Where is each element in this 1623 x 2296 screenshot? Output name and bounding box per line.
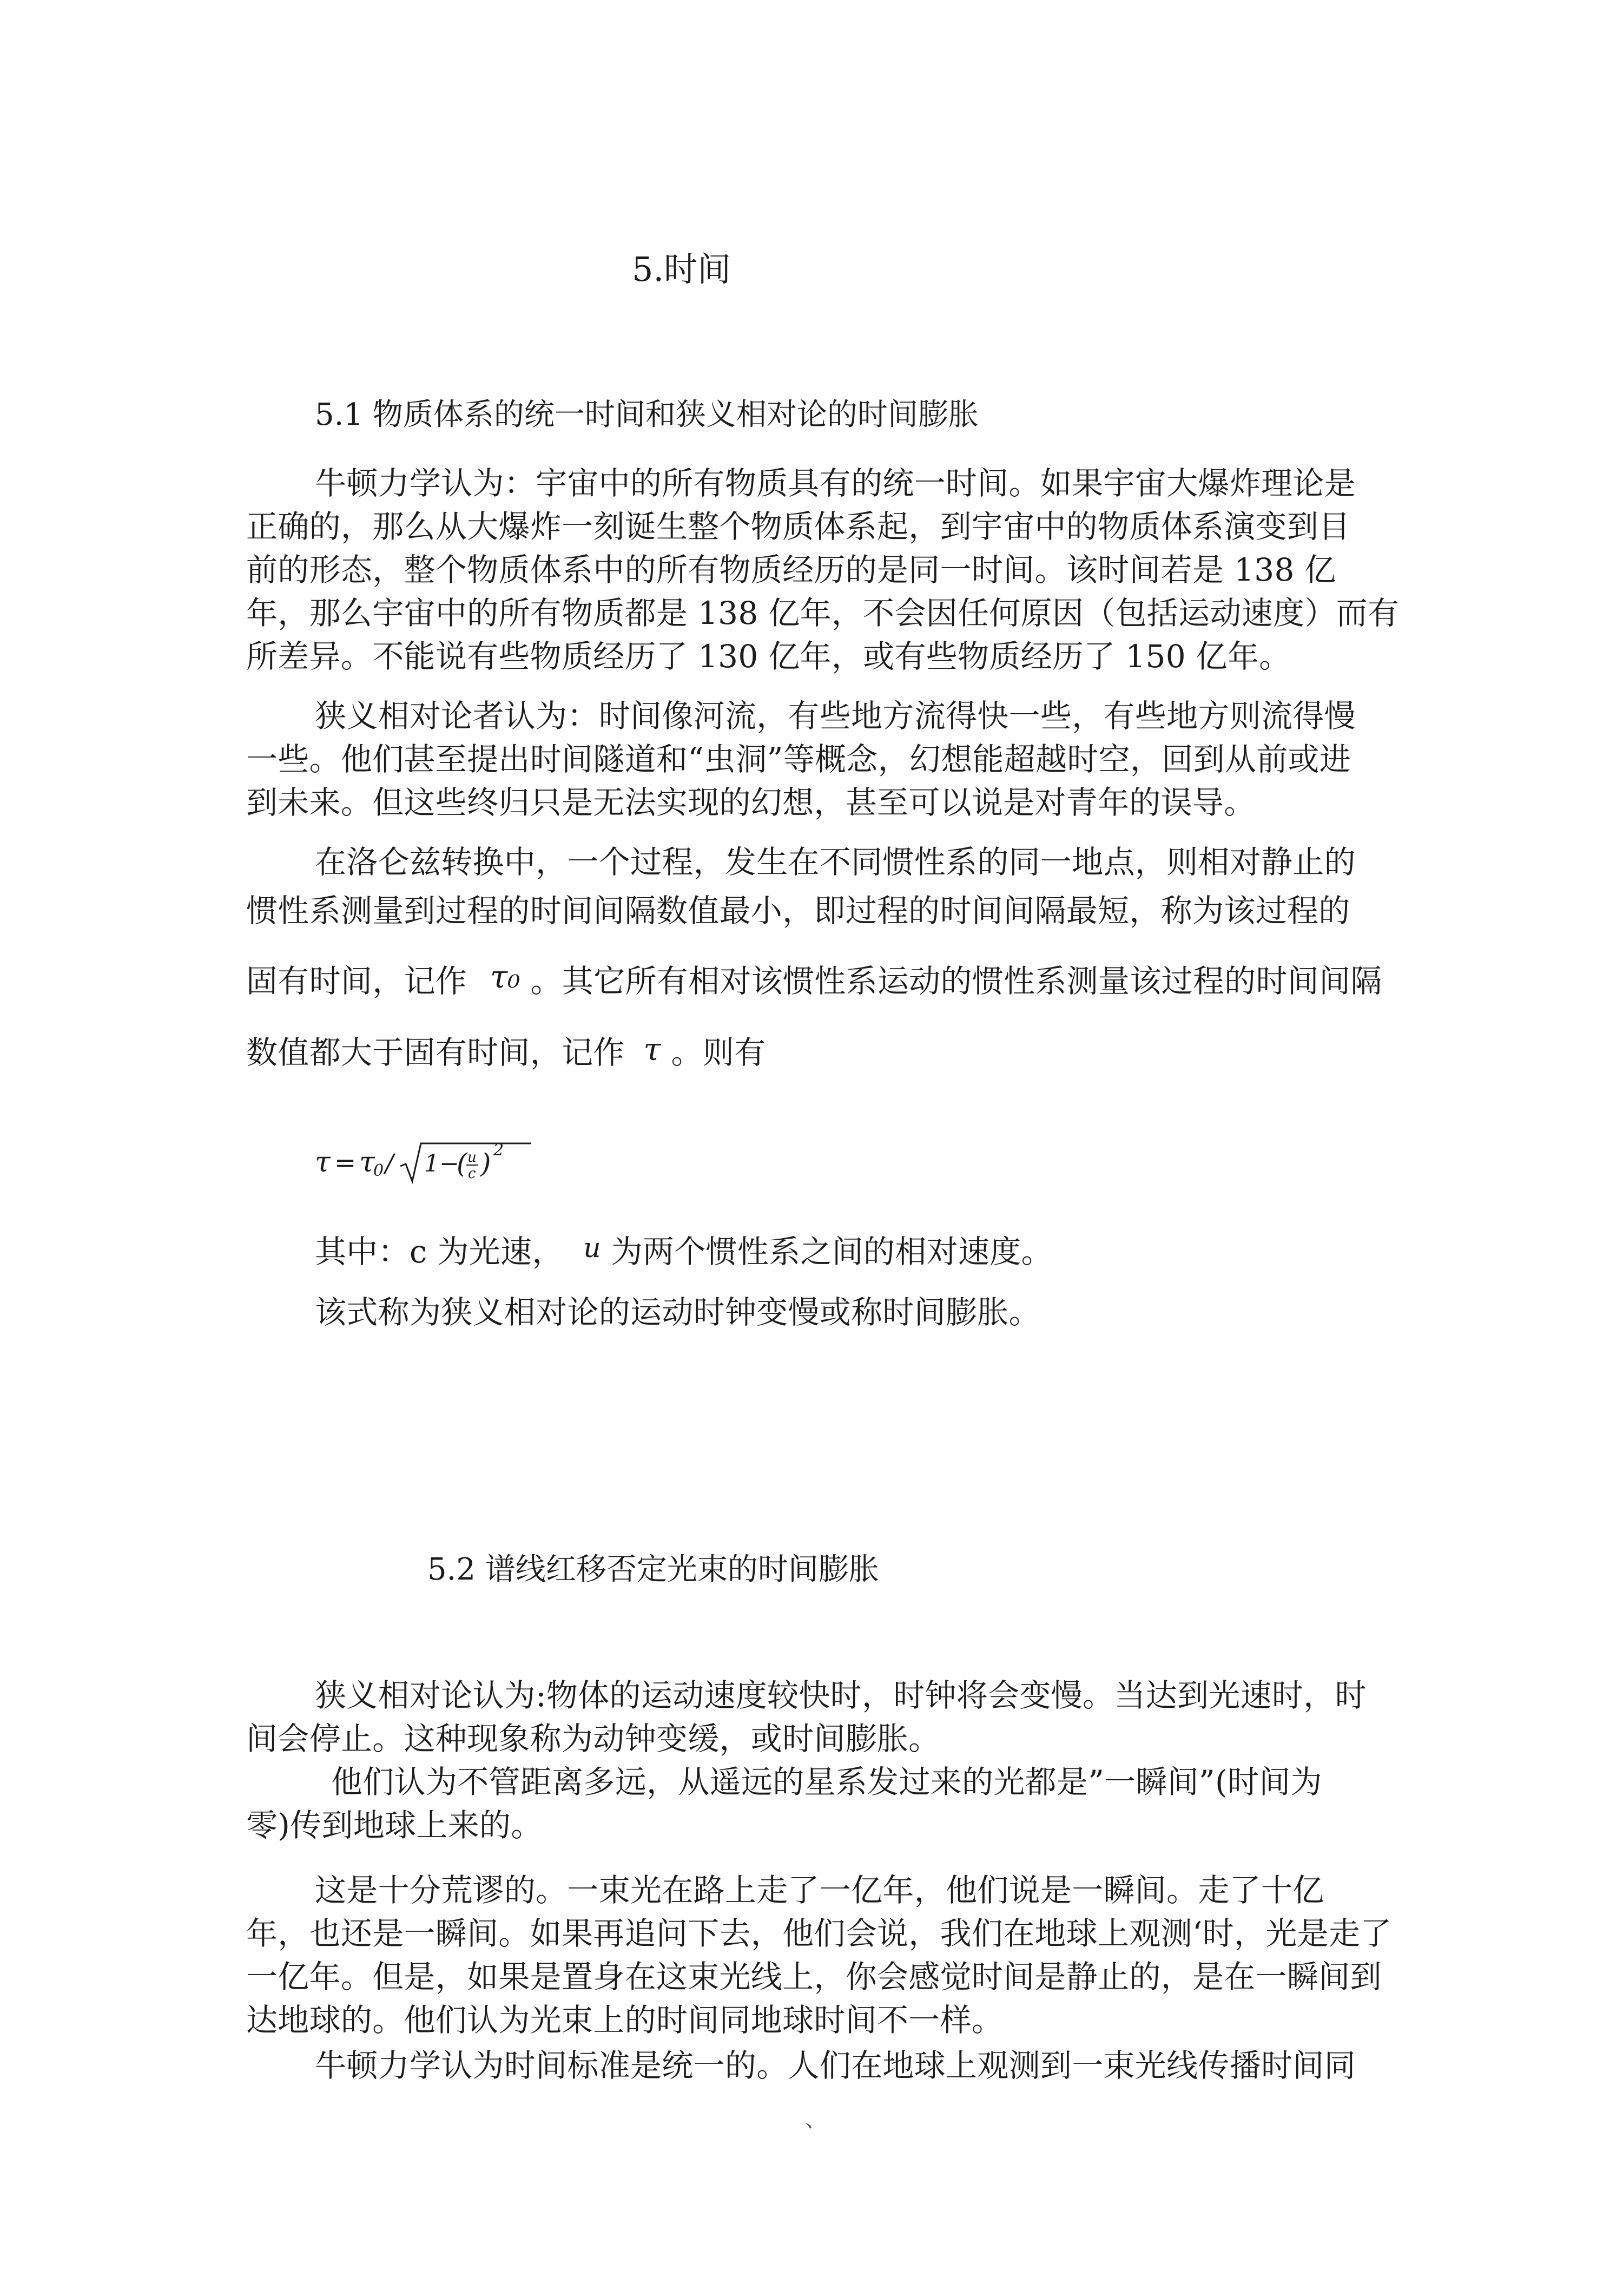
paragraph-line: 年，也还是一瞬间。如果再追问下去，他们会说，我们在地球上观测‘时，光是走了 (246, 1915, 1392, 1952)
paragraph-line: 狭义相对论者认为：时间像河流，有些地方流得快一些，有些地方则流得慢 (315, 698, 1356, 734)
svg-text:−: − (439, 1150, 459, 1177)
paragraph-line: 前的形态，整个物质体系中的所有物质经历的是同一时间。该时间若是 138 亿 (246, 551, 1336, 588)
paragraph-line: 该式称为狭义相对论的运动时钟变慢或称时间膨胀。 (315, 1294, 1040, 1331)
paragraph-line: 牛顿力学认为时间标准是统一的。人们在地球上观测到一束光线传播时间同 (315, 2047, 1356, 2084)
paragraph-text: 其中：c 为光速， (315, 1233, 564, 1270)
paragraph-line: 所差异。不能说有些物质经历了 130 亿年，或有些物质经历了 150 亿年。 (246, 638, 1291, 675)
definition-line (315, 1226, 1053, 1272)
tau-symbol: τ (643, 1031, 661, 1068)
paragraph-line: 到未来。但这些终归只是无法实现的幻想，甚至可以说是对青年的误导。 (246, 784, 1256, 821)
section-heading-5-1: 5.1 物质体系的统一时间和狭义相对论的时间膨胀 (315, 397, 979, 432)
paragraph-text: 固有时间，记作 (246, 963, 467, 999)
paragraph-line: 牛顿力学认为：宇宙中的所有物质具有的统一时间。如果宇宙大爆炸理论是 (315, 465, 1356, 502)
paragraph-line: 他们认为不管距离多远，从遥远的星系发过来的光都是”一瞬间”(时间为 (331, 1764, 1322, 1800)
page-footer-mark: 、 (805, 2107, 827, 2132)
svg-text:1: 1 (424, 1150, 439, 1177)
svg-text:=: = (334, 1148, 357, 1178)
page-title: 5.时间 (632, 249, 731, 289)
svg-text:τ: τ (315, 1146, 331, 1179)
tau-zero-symbol: τ₀ (490, 958, 520, 995)
paragraph-line: 零)传到地球上来的。 (246, 1807, 543, 1844)
paragraph-line-with-symbol (246, 956, 1382, 1001)
paragraph-line: 间会停止。这种现象称为动钟变缓，或时间膨胀。 (246, 1720, 940, 1757)
svg-text:/: / (385, 1148, 394, 1177)
svg-text:c: c (468, 1166, 476, 1182)
paragraph-line: 一些。他们甚至提出时间隧道和“虫洞”等概念，幻想能超越时空，回到从前或进 (246, 741, 1351, 778)
paragraph-line: 惯性系测量到过程的时间间隔数值最小，即过程的时间间隔最短，称为该过程的 (246, 892, 1350, 929)
paragraph-line: 年，那么宇宙中的所有物质都是 138 亿年，不会因任何原因（包括运动速度）而有 (246, 595, 1400, 631)
paragraph-line: 这是十分荒谬的。一束光在路上走了一亿年，他们说是一瞬间。走了十亿 (315, 1872, 1324, 1909)
paragraph-line: 正确的，那么从大爆炸一刻诞生整个物质体系起，到宇宙中的物质体系演变到目 (246, 508, 1350, 545)
svg-text:0: 0 (373, 1161, 384, 1180)
paragraph-line: 一亿年。但是，如果是置身在这束光线上，你会感觉时间是静止的，是在一瞬间到 (246, 1958, 1382, 1995)
svg-text:τ: τ (359, 1146, 375, 1179)
paragraph-line: 在洛仑兹转换中，一个过程，发生在不同惯性系的同一地点，则相对静止的 (315, 844, 1356, 880)
paragraph-text: 为两个惯性系之间的相对速度。 (611, 1233, 1053, 1270)
paragraph-line: 狭义相对论认为:物体的运动速度较快时，时钟将会变慢。当达到光速时，时 (315, 1677, 1367, 1714)
svg-text:(: ( (457, 1148, 467, 1179)
paragraph-text: 。则有 (671, 1034, 766, 1071)
u-symbol: u (583, 1232, 601, 1264)
paragraph-line: 达地球的。他们认为光束上的时间同地球时间不一样。 (246, 2002, 1004, 2038)
paragraph-text: 数值都大于固有时间，记作 (246, 1034, 625, 1071)
svg-text:2: 2 (493, 1141, 504, 1160)
time-dilation-formula (315, 1134, 542, 1188)
paragraph-line-with-symbol (246, 1027, 766, 1073)
svg-text:): ) (480, 1148, 491, 1179)
paragraph-text: 。其它所有相对该惯性系运动的惯性系测量该过程的时间间隔 (530, 963, 1382, 999)
svg-text:u: u (467, 1149, 477, 1166)
section-heading-5-2: 5.2 谱线红移否定光束的时间膨胀 (427, 1552, 879, 1587)
